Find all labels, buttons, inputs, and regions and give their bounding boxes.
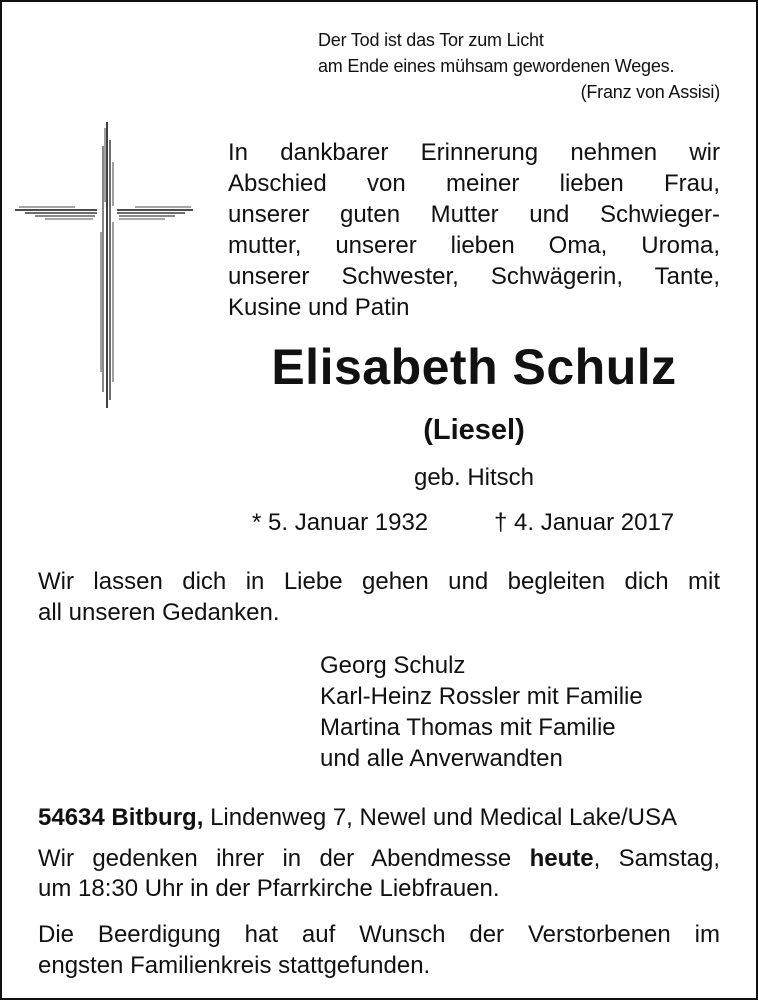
intro-line: Abschied von meiner lieben Frau,	[228, 170, 720, 197]
funeral-notice	[38, 919, 720, 981]
death-date: † 4. Januar 2017	[494, 509, 675, 536]
quote	[318, 27, 720, 105]
mourner: Karl-Heinz Rossler mit Familie	[320, 683, 643, 710]
intro-text	[228, 137, 720, 323]
deceased-nickname: (Liesel)	[423, 414, 525, 446]
funeral-line: Die Beerdigung hat auf Wunsch der Verstorbenen im	[38, 921, 720, 948]
mass-text-b: , Samstag,	[593, 845, 720, 872]
intro-line: unserer Schwester, Schwägerin, Tante,	[228, 263, 720, 290]
funeral-line: engsten Familienkreis stattgefunden.	[38, 952, 431, 979]
intro-line: unserer guten Mutter und Schwieger-	[228, 201, 720, 228]
mass-text-a: Wir gedenken ihrer in der Abendmesse	[38, 845, 512, 872]
birth-date: * 5. Januar 1932	[252, 509, 429, 536]
intro-line: In dankbarer Erinnerung nehmen wir	[228, 139, 720, 166]
mourner: Martina Thomas mit Familie	[320, 714, 616, 741]
farewell-line: all unseren Gedanken.	[38, 599, 280, 626]
quote-source: (Franz von Assisi)	[580, 82, 720, 102]
address-street: Lindenweg 7, Newel und Medical Lake/USA	[210, 804, 678, 831]
intro-line: Kusine und Patin	[228, 294, 410, 321]
mass-day-emphasis: heute	[529, 845, 594, 872]
farewell-line: Wir lassen dich in Liebe gehen und begleiten dich mit	[38, 568, 720, 595]
quote-line-2: am Ende eines mühsam gewordenen Weges.	[318, 56, 675, 76]
mourners-list	[320, 650, 720, 774]
address	[38, 803, 720, 833]
birth-name: geb. Hitsch	[413, 464, 535, 491]
address-city: 54634 Bitburg,	[38, 804, 204, 831]
deceased-name: Elisabeth Schulz	[271, 339, 677, 395]
farewell-text	[38, 566, 720, 628]
mass-line-1	[38, 844, 720, 874]
mass-notice	[38, 844, 720, 904]
cross-icon	[15, 122, 195, 410]
mass-line-2: um 18:30 Uhr in der Pfarrkirche Liebfrauen.	[38, 875, 500, 902]
intro-line: mutter, unserer lieben Oma, Uroma,	[228, 232, 720, 259]
quote-line-1: Der Tod ist das Tor zum Licht	[318, 30, 544, 50]
mourner: Georg Schulz	[320, 652, 466, 679]
mourner: und alle Anverwandten	[320, 745, 563, 772]
